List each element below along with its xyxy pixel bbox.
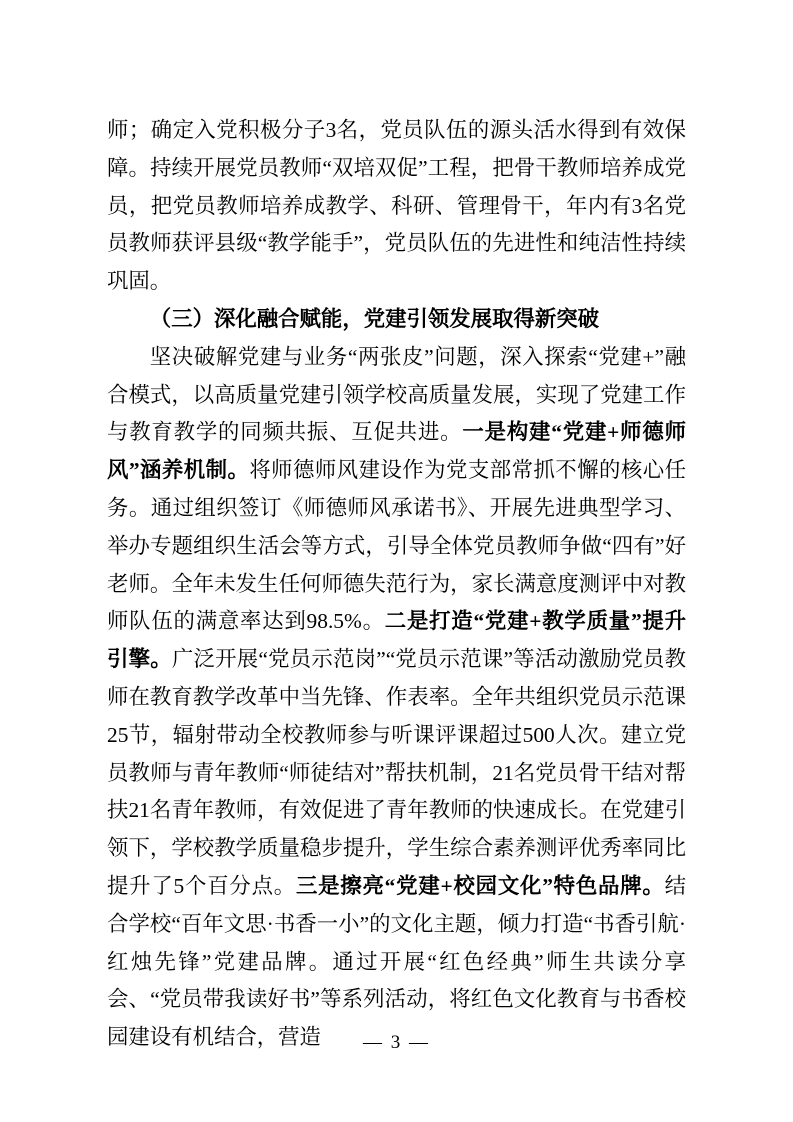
body-text: 结合学校“百年文思·书香一小”的文化主题，倾力打造“书香引航·红烛先锋”党建品牌。通过开展“红色经典”师生共读分享会、“党员带我读好书”等系列活动，将红色文化教育与书香校园建设有机结合，营造 (107, 873, 686, 1050)
document-content (107, 112, 686, 1057)
emphasis-text: 三是擦亮“党建+校园文化”特色品牌。 (295, 873, 665, 898)
emphasis-text: 一是构建“党建+师德师风”涵养机制。 (107, 420, 686, 483)
page-number: — 3 — (363, 1032, 430, 1053)
body-text: 广泛开展“党员示范岗”“党员示范课”等活动激励党员教师在教育教学改革中当先锋、作表率。全年共组织党员示范课25节，辐射带动全校教师参与听课评课超过500人次。建立党员教师与青年教师“师徒结对”帮扶机制，21名党员骨干结对帮扶21名青年教师，有效促进了青年教师的快速成长。在党建引领下，学校教学质量稳步提升，学生综合素养测评优秀率同比提升了5个百分点。 (107, 647, 686, 898)
page-footer (0, 1032, 793, 1054)
body-text: 将师德师风建设作为党支部常抓不懈的核心任务。通过组织签订《师德师风承诺书》、开展先进典型学习、举办专题组织生活会等方式，引导全体党员教师争做“四有”好老师。全年未发生任何师德失范行为，家长满意度测评中对教师队伍的满意率达到98.5%。 (107, 458, 686, 634)
section-heading: （三）深化融合赋能，党建引领发展取得新突破 (149, 306, 600, 331)
body-paragraph (107, 339, 686, 1057)
body-text: 坚决破解党建与业务“两张皮”问题，深入探索“党建+”融合模式，以高质量党建引领学校高质量发展，实现了党建工作与教育教学的同频共振、互促共进。 (107, 344, 686, 445)
emphasis-text: 二是打造“党建+教学质量”提升引擎。 (107, 609, 686, 672)
paragraph-continuation: 师；确定入党积极分子3名，党员队伍的源头活水得到有效保障。持续开展党员教师“双培双促”工程，把骨干教师培养成党员，把党员教师培养成教学、科研、管理骨干，年内有3名党员教师获评县级“教学能手”，党员队伍的先进性和纯洁性持续巩固。 (107, 118, 686, 294)
